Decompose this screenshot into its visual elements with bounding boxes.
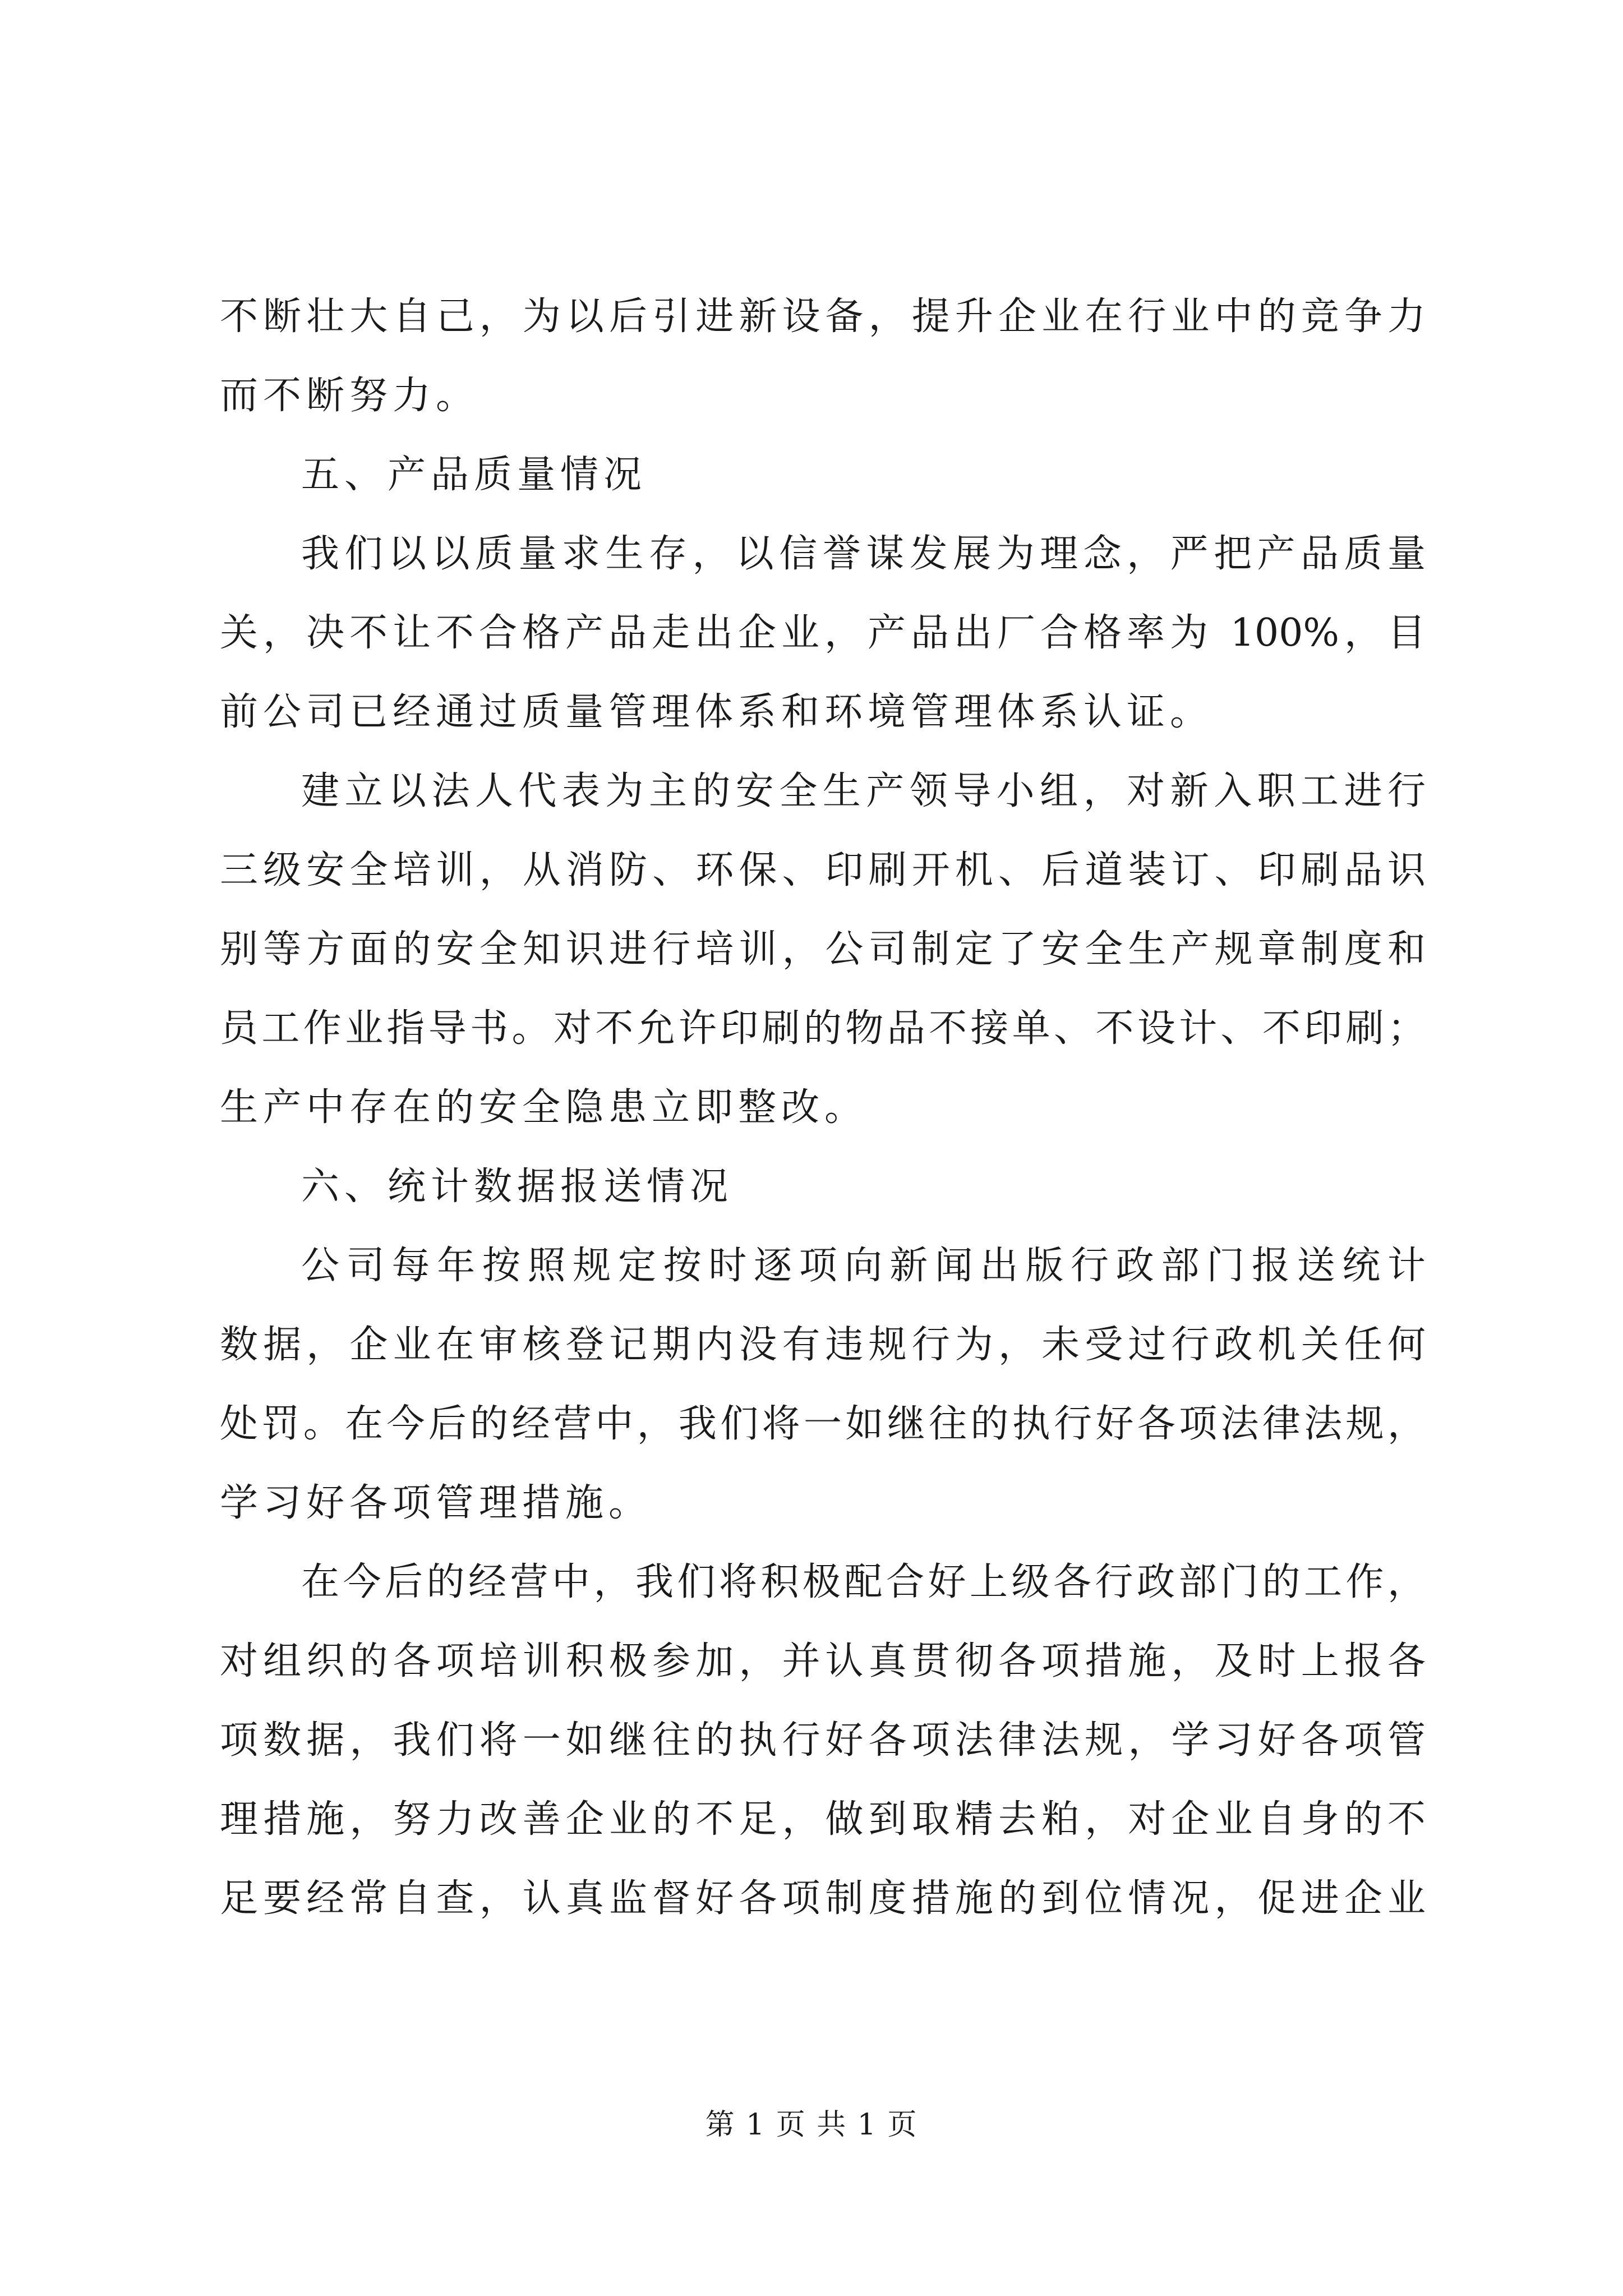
page-footer: 第 1 页 共 1 页 xyxy=(705,2108,918,2142)
text-line-13: 公司每年按照规定按时逐项向新闻出版行政部门报送统计 xyxy=(301,1244,1426,1288)
text-line-10: 员工作业指导书。对不允许印刷的物品不接单、不设计、不印刷； xyxy=(220,1006,1426,1051)
text-line-6: 前公司已经通过质量管理体系和环境管理体系认证。 xyxy=(220,690,1214,734)
document-body xyxy=(220,297,1426,1958)
text-line-7: 建立以法人代表为主的安全生产领导小组，对新入职工进行 xyxy=(301,769,1426,813)
text-line-21: 足要经常自查，认真监督好各项制度措施的到位情况，促进企业 xyxy=(220,1876,1426,1921)
text-line-14: 数据，企业在审核登记期内没有违规行为，未受过行政机关任何 xyxy=(220,1323,1426,1367)
text-line-8: 三级安全培训，从消防、环保、印刷开机、后道装订、印刷品识 xyxy=(220,848,1426,892)
text-line-19: 项数据，我们将一如继往的执行好各项法律法规，学习好各项管 xyxy=(220,1718,1426,1763)
text-line-2: 而不断努力。 xyxy=(220,374,479,418)
text-line-4: 我们以以质量求生存，以信誉谋发展为理念，严把产品质量 xyxy=(301,532,1426,576)
text-line-5: 关，决不让不合格产品走出企业，产品出厂合格率为 100%，目 xyxy=(220,611,1426,655)
text-line-1: 不断壮大自己，为以后引进新设备，提升企业在行业中的竞争力 xyxy=(220,295,1426,339)
text-line-15: 处罚。在今后的经营中，我们将一如继往的执行好各项法律法规， xyxy=(220,1402,1426,1446)
text-line-18: 对组织的各项培训积极参加，并认真贯彻各项措施，及时上报各 xyxy=(220,1639,1426,1683)
text-line-16: 学习好各项管理措施。 xyxy=(220,1481,652,1525)
section-heading-product-quality: 五、产品质量情况 xyxy=(301,453,647,497)
text-line-17: 在今后的经营中，我们将积极配合好上级各行政部门的工作， xyxy=(301,1560,1426,1604)
section-heading-statistics: 六、统计数据报送情况 xyxy=(301,1165,734,1209)
text-line-20: 理措施，努力改善企业的不足，做到取精去粕，对企业自身的不 xyxy=(220,1797,1426,1842)
text-line-11: 生产中存在的安全隐患立即整改。 xyxy=(220,1085,868,1130)
text-line-9: 别等方面的安全知识进行培训，公司制定了安全生产规章制度和 xyxy=(220,927,1426,972)
